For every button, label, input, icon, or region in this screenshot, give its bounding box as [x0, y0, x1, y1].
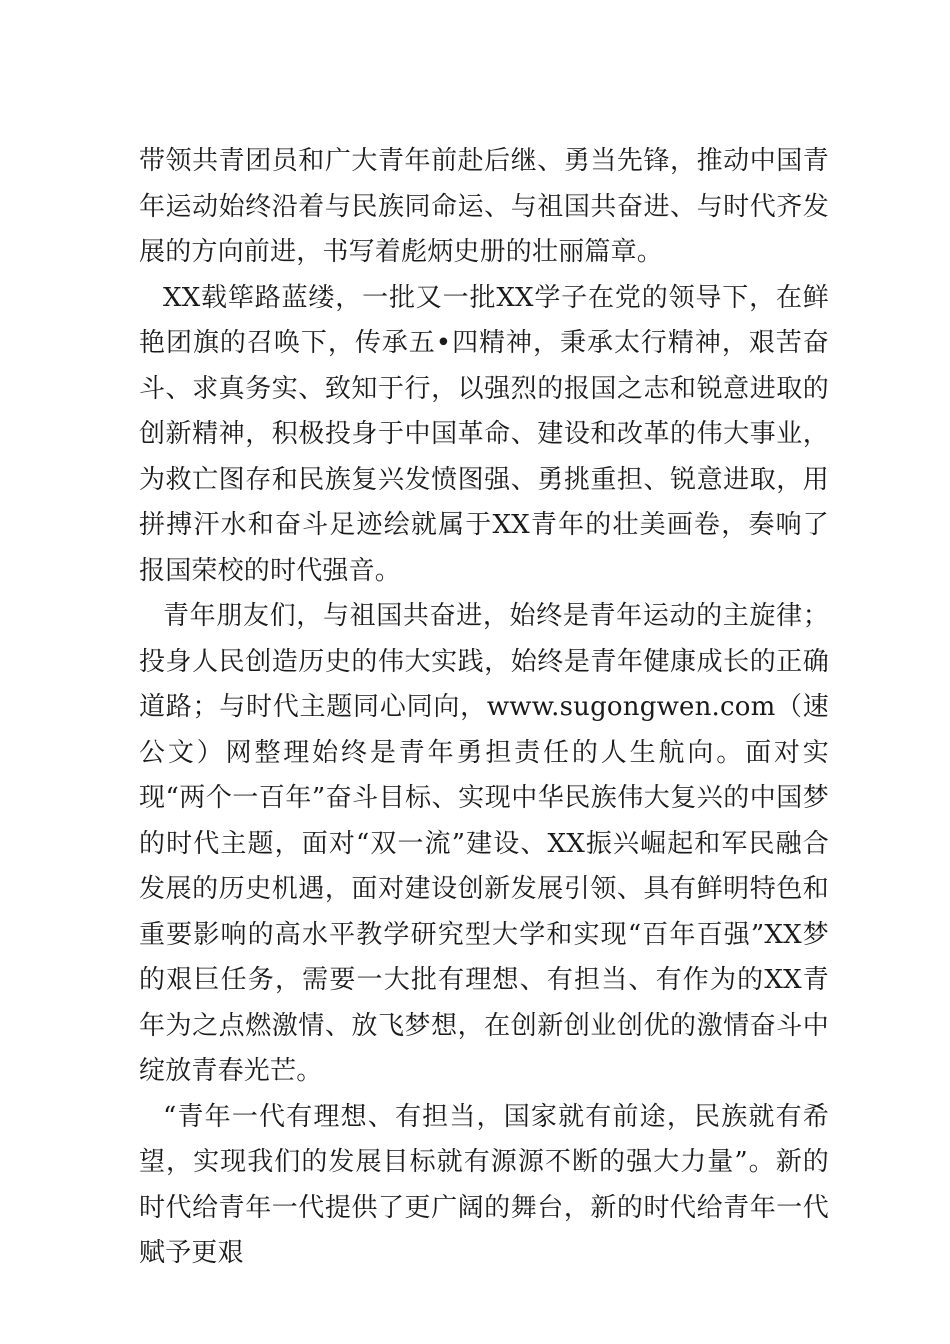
- paragraph-4: “青年一代有理想、有担当，国家就有前途，民族就有希望，实现我们的发展目标就有源源不断的强大力量”。新的时代给青年一代提供了更广阔的舞台，新的时代给青年一代赋予更艰: [139, 1101, 829, 1268]
- paragraph-1: 带领共青团员和广大青年前赴后继、勇当先锋，推动中国青年运动始终沿着与民族同命运、与祖国共奋进、与时代齐发展的方向前进，书写着彪炳史册的壮丽篇章。: [139, 146, 829, 267]
- paragraph-3: 青年朋友们，与祖国共奋进，始终是青年运动的主旋律；投身人民创造历史的伟大实践，始终是青年健康成长的正确道路；与时代主题同心同向，www.sugongwen.com（速公文）网整理始终是青年勇担责任的人生航向。面对实现“两个一百年”奋斗目标、实现中华民族伟大复兴的中国梦的时代主题，面对“双一流”建设、XX振兴崛起和军民融合发展的历史机遇，面对建设创新发展引领、具有鲜明特色和重要影响的高水平教学研究型大学和实现“百年百强”XX梦的艰巨任务，需要一大批有理想、有担当、有作为的XX青年为之点燃激情、放飞梦想，在创新创业创优的激情奋斗中绽放青春光芒。: [139, 601, 829, 1086]
- document-body: [139, 139, 829, 1277]
- paragraph-2: XX载筚路蓝缕，一批又一批XX学子在党的领导下，在鲜艳团旗的召唤下，传承五•四精神，秉承太行精神，艰苦奋斗、求真务实、致知于行，以强烈的报国之志和锐意进取的创新精神，积极投身于中国革命、建设和改革的伟大事业，为救亡图存和民族复兴发愤图强、勇挑重担、锐意进取，用拼搏汗水和奋斗足迹绘就属于XX青年的壮美画卷，奏响了报国荣校的时代强音。: [139, 282, 829, 586]
